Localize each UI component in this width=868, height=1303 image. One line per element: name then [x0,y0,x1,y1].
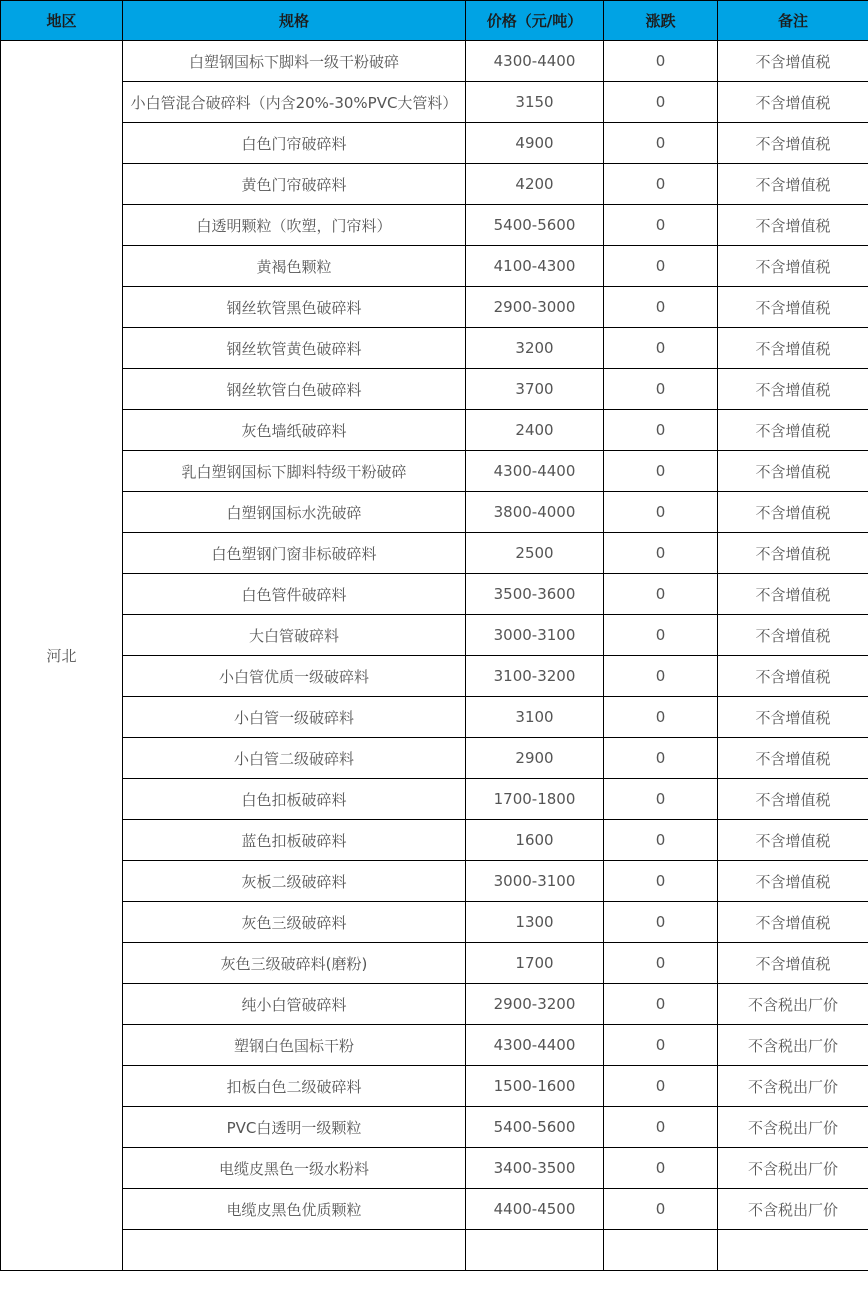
table-row [1,1066,868,1107]
spec-cell: 灰色三级破碎料 [123,902,466,943]
price-cell: 3400-3500 [466,1148,604,1189]
note-cell: 不含税出厂价 [718,1148,868,1189]
note-cell: 不含增值税 [718,451,868,492]
price-cell: 2900 [466,738,604,779]
spec-cell: 小白管混合破碎料（内含20%-30%PVC大管料） [123,82,466,123]
price-cell: 3150 [466,82,604,123]
spec-cell: 灰色墙纸破碎料 [123,410,466,451]
spec-cell: 钢丝软管黄色破碎料 [123,328,466,369]
table-row [1,738,868,779]
change-cell: 0 [604,287,718,328]
note-cell: 不含税出厂价 [718,1025,868,1066]
table-row [1,779,868,820]
change-cell: 0 [604,533,718,574]
table-row [1,164,868,205]
header-price: 价格（元/吨） [466,1,604,41]
change-cell: 0 [604,82,718,123]
spec-cell: 白色管件破碎料 [123,574,466,615]
spec-cell: PVC白透明一级颗粒 [123,1107,466,1148]
table-row [1,328,868,369]
note-cell: 不含增值税 [718,943,868,984]
table-row [1,1148,868,1189]
change-cell: 0 [604,123,718,164]
price-cell: 4300-4400 [466,41,604,82]
note-cell: 不含增值税 [718,41,868,82]
change-cell: 0 [604,656,718,697]
spec-cell: 白透明颗粒（吹塑，门帘料） [123,205,466,246]
spec-cell: 扣板白色二级破碎料 [123,1066,466,1107]
note-cell: 不含税出厂价 [718,1107,868,1148]
spec-cell: 白色塑钢门窗非标破碎料 [123,533,466,574]
change-cell: 0 [604,1107,718,1148]
note-cell: 不含增值税 [718,779,868,820]
table-row [1,123,868,164]
price-cell: 1500-1600 [466,1066,604,1107]
spec-cell [123,1230,466,1271]
note-cell: 不含增值税 [718,820,868,861]
note-cell: 不含增值税 [718,287,868,328]
header-row [1,1,868,41]
price-cell: 5400-5600 [466,1107,604,1148]
note-cell: 不含税出厂价 [718,1189,868,1230]
change-cell: 0 [604,164,718,205]
price-cell: 3700 [466,369,604,410]
table-row [1,861,868,902]
spec-cell: 白色门帘破碎料 [123,123,466,164]
change-cell: 0 [604,697,718,738]
spec-cell: 小白管二级破碎料 [123,738,466,779]
price-cell: 4900 [466,123,604,164]
table-row [1,943,868,984]
price-cell: 3100 [466,697,604,738]
change-cell: 0 [604,492,718,533]
table-row [1,1230,868,1271]
price-cell: 1700 [466,943,604,984]
change-cell: 0 [604,738,718,779]
price-cell: 1700-1800 [466,779,604,820]
note-cell: 不含增值税 [718,328,868,369]
note-cell: 不含增值税 [718,123,868,164]
change-cell: 0 [604,205,718,246]
note-cell: 不含增值税 [718,533,868,574]
price-cell: 4300-4400 [466,451,604,492]
spec-cell: 大白管破碎料 [123,615,466,656]
spec-cell: 钢丝软管黑色破碎料 [123,287,466,328]
price-cell: 3000-3100 [466,615,604,656]
spec-cell: 塑钢白色国标干粉 [123,1025,466,1066]
price-cell: 3100-3200 [466,656,604,697]
table-row [1,984,868,1025]
table-row [1,287,868,328]
note-cell: 不含增值税 [718,574,868,615]
change-cell: 0 [604,861,718,902]
table-body [1,41,868,1271]
table-row [1,205,868,246]
spec-cell: 黄褐色颗粒 [123,246,466,287]
spec-cell: 白塑钢国标下脚料一级干粉破碎 [123,41,466,82]
table-row [1,574,868,615]
change-cell: 0 [604,369,718,410]
price-cell: 4200 [466,164,604,205]
note-cell: 不含增值税 [718,738,868,779]
header-note: 备注 [718,1,868,41]
table-row [1,1107,868,1148]
note-cell: 不含增值税 [718,615,868,656]
spec-cell: 小白管优质一级破碎料 [123,656,466,697]
note-cell: 不含税出厂价 [718,1066,868,1107]
note-cell: 不含增值税 [718,410,868,451]
change-cell: 0 [604,410,718,451]
spec-cell: 白色扣板破碎料 [123,779,466,820]
price-cell: 2900-3200 [466,984,604,1025]
change-cell: 0 [604,574,718,615]
note-cell: 不含增值税 [718,902,868,943]
table-row [1,902,868,943]
change-cell: 0 [604,451,718,492]
spec-cell: 乳白塑钢国标下脚料特级干粉破碎 [123,451,466,492]
table-row [1,1189,868,1230]
header-spec: 规格 [123,1,466,41]
price-cell: 4400-4500 [466,1189,604,1230]
table-header [1,1,868,41]
header-region: 地区 [1,1,123,41]
table-row [1,615,868,656]
table-row [1,492,868,533]
price-cell: 3800-4000 [466,492,604,533]
price-cell: 4300-4400 [466,1025,604,1066]
table-row [1,82,868,123]
price-cell: 2500 [466,533,604,574]
price-cell: 3000-3100 [466,861,604,902]
price-cell: 1600 [466,820,604,861]
table-row [1,1025,868,1066]
note-cell: 不含增值税 [718,656,868,697]
spec-cell: 电缆皮黑色一级水粉料 [123,1148,466,1189]
change-cell: 0 [604,1148,718,1189]
note-cell: 不含增值税 [718,246,868,287]
table-row [1,533,868,574]
spec-cell: 小白管一级破碎料 [123,697,466,738]
spec-cell: 蓝色扣板破碎料 [123,820,466,861]
table-row [1,451,868,492]
price-cell: 4100-4300 [466,246,604,287]
spec-cell: 钢丝软管白色破碎料 [123,369,466,410]
note-cell: 不含增值税 [718,205,868,246]
price-cell: 2900-3000 [466,287,604,328]
spec-cell: 电缆皮黑色优质颗粒 [123,1189,466,1230]
change-cell: 0 [604,1189,718,1230]
table-row [1,246,868,287]
note-cell: 不含增值税 [718,697,868,738]
change-cell [604,1230,718,1271]
table-row [1,820,868,861]
note-cell: 不含增值税 [718,369,868,410]
table-row [1,410,868,451]
spec-cell: 黄色门帘破碎料 [123,164,466,205]
change-cell: 0 [604,1025,718,1066]
table-row [1,697,868,738]
spec-cell: 纯小白管破碎料 [123,984,466,1025]
change-cell: 0 [604,943,718,984]
change-cell: 0 [604,1066,718,1107]
price-cell: 3500-3600 [466,574,604,615]
price-cell: 2400 [466,410,604,451]
note-cell: 不含增值税 [718,82,868,123]
change-cell: 0 [604,820,718,861]
note-cell [718,1230,868,1271]
price-cell [466,1230,604,1271]
change-cell: 0 [604,328,718,369]
header-change: 涨跌 [604,1,718,41]
note-cell: 不含增值税 [718,492,868,533]
spec-cell: 灰色三级破碎料(磨粉) [123,943,466,984]
price-cell: 1300 [466,902,604,943]
table-row [1,41,868,82]
change-cell: 0 [604,246,718,287]
price-cell: 3200 [466,328,604,369]
change-cell: 0 [604,902,718,943]
note-cell: 不含税出厂价 [718,984,868,1025]
spec-cell: 灰板二级破碎料 [123,861,466,902]
table-row [1,656,868,697]
note-cell: 不含增值税 [718,861,868,902]
change-cell: 0 [604,615,718,656]
change-cell: 0 [604,779,718,820]
change-cell: 0 [604,984,718,1025]
price-cell: 5400-5600 [466,205,604,246]
change-cell: 0 [604,41,718,82]
table-row [1,369,868,410]
spec-cell: 白塑钢国标水洗破碎 [123,492,466,533]
note-cell: 不含增值税 [718,164,868,205]
region-cell: 河北 [1,41,123,1271]
